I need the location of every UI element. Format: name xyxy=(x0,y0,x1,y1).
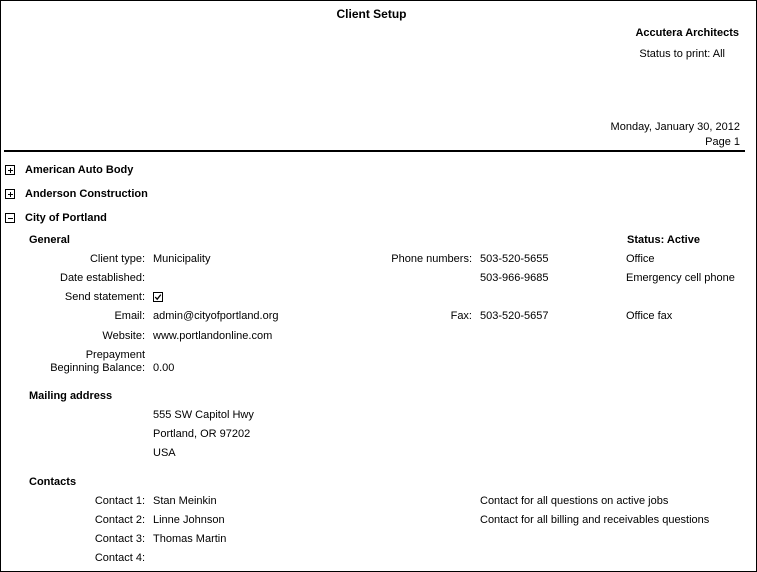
address-line-3: USA xyxy=(153,447,176,459)
phone-desc-2: Emergency cell phone xyxy=(626,272,735,284)
contacts-heading: Contacts xyxy=(29,476,77,488)
checkmark-icon xyxy=(154,293,162,301)
client-row-american-auto-body[interactable]: American Auto Body xyxy=(25,164,134,176)
prepayment-label: Prepayment xyxy=(85,349,145,361)
email-value: admin@cityofportland.org xyxy=(153,310,279,322)
header-divider xyxy=(4,150,745,152)
collapse-icon[interactable] xyxy=(5,213,15,223)
contact-name: Stan Meinkin xyxy=(153,495,217,507)
client-type-value: Municipality xyxy=(153,253,211,265)
contact-label: Contact 2: xyxy=(94,514,145,526)
status-badge: Status: Active xyxy=(627,234,700,246)
client-type-label: Client type: xyxy=(89,253,145,265)
report-date: Monday, January 30, 2012 xyxy=(610,121,740,133)
contact-label: Contact 1: xyxy=(94,495,145,507)
prepayment-value: 0.00 xyxy=(153,362,175,374)
contact-name: Thomas Martin xyxy=(153,533,227,545)
report-title: Client Setup xyxy=(336,7,407,21)
contact-label: Contact 4: xyxy=(94,552,145,564)
phone-numbers-label: Phone numbers: xyxy=(391,253,472,265)
expand-icon[interactable] xyxy=(5,189,15,199)
website-label: Website: xyxy=(102,330,145,342)
client-row-anderson-construction[interactable]: Anderson Construction xyxy=(25,188,148,200)
fax-desc: Office fax xyxy=(626,310,673,322)
client-row-city-of-portland[interactable]: City of Portland xyxy=(25,212,107,224)
contact-note: Contact for all questions on active jobs xyxy=(480,495,669,507)
website-value: www.portlandonline.com xyxy=(153,330,273,342)
phone-number-2: 503-966-9685 xyxy=(480,272,549,284)
contact-name: Linne Johnson xyxy=(153,514,225,526)
fax-label: Fax: xyxy=(450,310,472,322)
company-name: Accutera Architects xyxy=(635,27,739,39)
contact-label: Contact 3: xyxy=(94,533,145,545)
address-line-1: 555 SW Capitol Hwy xyxy=(153,409,254,421)
expand-icon[interactable] xyxy=(5,165,15,175)
mailing-address-heading: Mailing address xyxy=(29,390,113,402)
contact-note: Contact for all billing and receivables questions xyxy=(480,514,710,526)
phone-number-1: 503-520-5655 xyxy=(480,253,549,265)
address-line-2: Portland, OR 97202 xyxy=(153,428,251,440)
general-heading: General xyxy=(29,234,70,246)
page-number: Page 1 xyxy=(705,136,740,148)
phone-desc-1: Office xyxy=(626,253,655,265)
email-label: Email: xyxy=(114,310,145,322)
send-statement-label: Send statement: xyxy=(64,291,145,303)
status-to-print: Status to print: All xyxy=(639,48,725,60)
beginning-balance-label: Beginning Balance: xyxy=(50,362,145,374)
fax-number: 503-520-5657 xyxy=(480,310,549,322)
send-statement-checkbox xyxy=(153,292,163,302)
date-established-label: Date established: xyxy=(60,272,145,284)
